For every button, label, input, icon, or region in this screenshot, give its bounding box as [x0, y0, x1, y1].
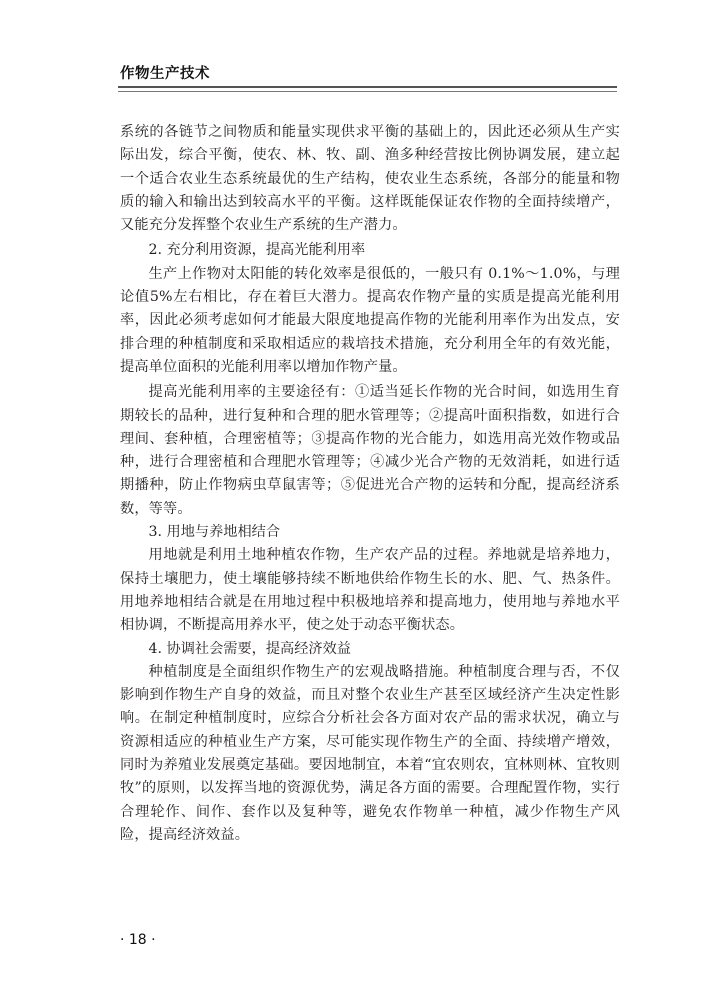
paragraph-light-methods: 提高光能利用率的主要途径有：①适当延长作物的光合时间，如选用生育期较长的品种，进行复种和合理的肥水管理等；②提高叶面积指数，如进行合理间、套种植，合理密植等；③提高作物的光合能力，如选用高光效作物或品种，进行合理密植和合理肥水管理等；④减少光合产物的无效消耗，如进行适期播种，防止作物病虫草鼠害等；⑤促进光合产物的运转和分配，提高经济系数，等等。 — [120, 384, 620, 517]
paragraph-social-needs: 种植制度是全面组织作物生产的宏观战略措施。种植制度合理与否，不仅影响到作物生产自身的效益，而且对整个农业生产甚至区域经济产生决定性影响。在制定种植制度时，应综合分析社会各方面对农产品的需求状况，确立与资源相适应的种植业生产方案，尽可能实现作物生产的全面、持续增产增效，同时为养殖业发展奠定基础。要因地制宜，本着“宜农则农，宜林则林、宜牧则牧”的原则，以发挥当地的资源优势，满足各方面的需要。合理配置作物，实行合理轮作、间作、套作以及复种等，避免农作物单一种植，减少作物生产风险，提高经济效益。 — [120, 663, 620, 843]
section-heading-3: 3. 用地与养地相结合 — [148, 524, 281, 541]
running-title: 作物生产技术 — [120, 66, 210, 82]
body-text — [120, 121, 620, 847]
section-heading-2: 2. 充分利用资源，提高光能利用率 — [148, 242, 366, 259]
paragraph-light-efficiency: 生产上作物对太阳能的转化效率是很低的，一般只有 0.1%～1.0%，与理论值5%左右相比，存在着巨大潜力。提高农作物产量的实质是提高光能利用率，因此必须考虑如何才能最大限度地提高作物的光能利用率作为出发点，安排合理的种植制度和采取相适应的栽培技术措施，充分利用全年的有效光能，提高单位面积的光能利用率以增加作物产量。 — [120, 265, 620, 375]
paragraph-land-use: 用地就是利用土地种植农作物，生产农产品的过程。养地就是培养地力，保持土壤肥力，使土壤能够持续不断地供给作物生长的水、肥、气、热条件。用地养地相结合就是在用地过程中积极地培养和提高地力，使用地与养地水平相协调，不断提高用养水平，使之处于动态平衡状态。 — [120, 547, 620, 634]
page-number: · 18 · — [120, 932, 156, 948]
section-heading-4: 4. 协调社会需要，提高经济效益 — [148, 640, 351, 657]
header-rule-thick — [118, 86, 617, 88]
header-rule-thin — [118, 91, 617, 92]
paragraph-continuation: 系统的各链节之间物质和能量实现供求平衡的基础上的，因此还必须从生产实际出发，综合平衡，使农、林、牧、副、渔多种经营按比例协调发展，建立起一个适合农业生态系统最优的生产结构，使农业生态系统，各部分的能量和物质的输入和输出达到较高水平的平衡。这样既能保证农作物的全面持续增产，又能充分发挥整个农业生产系统的生产潜力。 — [120, 124, 620, 234]
